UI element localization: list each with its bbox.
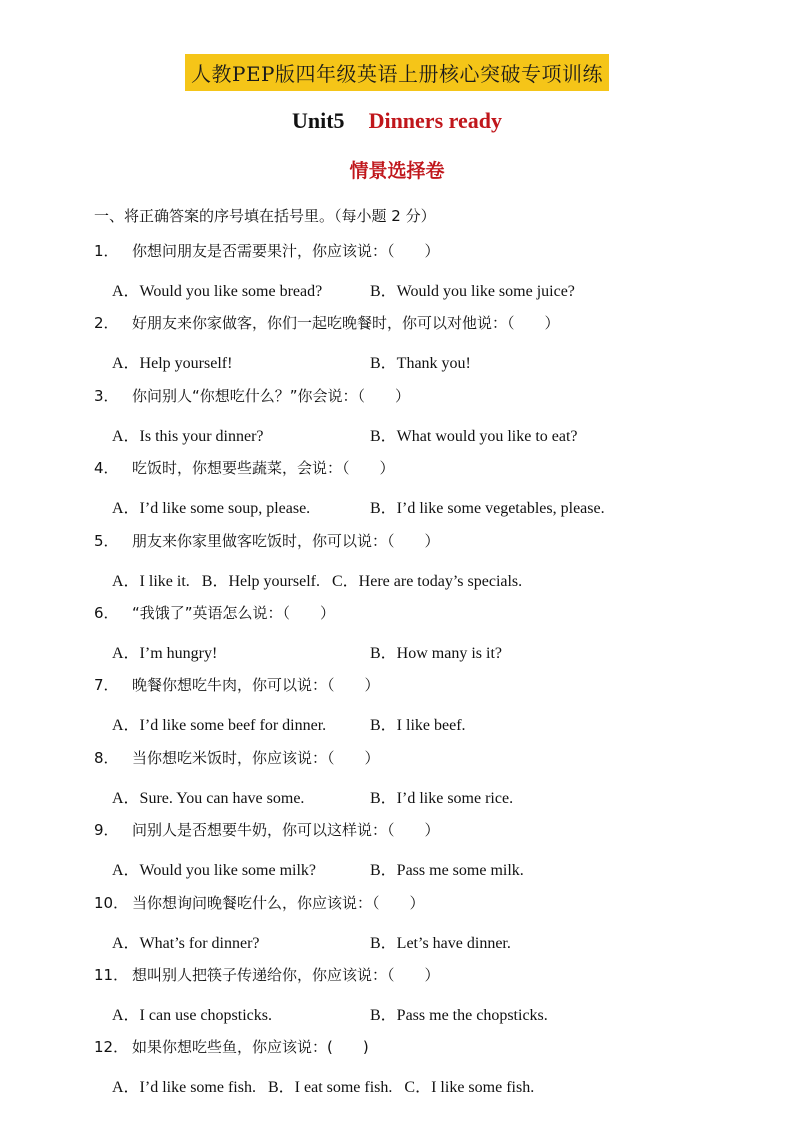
- series-banner: 人教PEP版四年级英语上册核心突破专项训练: [185, 54, 609, 91]
- question-text: 你想问朋友是否需要果汁，你应该说：（ ）: [132, 242, 440, 260]
- question-number: 10．: [94, 893, 129, 912]
- question-prompt: [94, 747, 380, 768]
- question-item: [0, 670, 794, 742]
- question-prompt: [94, 964, 440, 985]
- answer-option: B．Would you like some juice?: [370, 283, 575, 300]
- answer-option: B．I eat some fish.: [267, 1079, 393, 1097]
- answer-option: B．How many is it?: [370, 644, 502, 662]
- question-number: 1．: [94, 242, 119, 260]
- answer-options: [112, 640, 502, 663]
- answer-option: B．I’d like some rice.: [370, 789, 514, 807]
- answer-option: A．I’m hungry!: [112, 644, 218, 662]
- question-number: 4．: [94, 459, 119, 478]
- question-item: [0, 888, 794, 960]
- answer-options: [112, 785, 513, 808]
- question-prompt: [94, 457, 395, 478]
- answer-options: [112, 350, 471, 373]
- question-list: [0, 236, 794, 1105]
- question-item: [0, 743, 794, 815]
- question-text: 问别人是否想要牛奶，你可以这样说：（ ）: [132, 821, 440, 840]
- question-number: 6．: [94, 603, 119, 622]
- question-text: 如果你想吃些鱼，你应该说：( ): [132, 1038, 369, 1057]
- answer-option: C．I like some fish.: [404, 1079, 535, 1097]
- answer-options: [112, 495, 605, 518]
- answer-options: [112, 1074, 534, 1097]
- question-text: 吃饭时，你想要些蔬菜，会说：（ ）: [132, 459, 395, 478]
- question-number: 12．: [94, 1038, 129, 1057]
- question-number: 5．: [94, 531, 119, 550]
- question-item: [0, 526, 794, 598]
- question-number: 3．: [94, 386, 119, 405]
- unit-heading: [0, 108, 794, 134]
- banner-wrap: [0, 54, 794, 91]
- answer-option: A．What’s for dinner?: [112, 934, 260, 952]
- question-number: 7．: [94, 676, 119, 695]
- question-text: 当你想询问晚餐吃什么，你应该说：（ ）: [132, 893, 425, 912]
- question-item: [0, 815, 794, 887]
- question-prompt: [94, 312, 560, 333]
- question-text: 朋友来你家里做客吃饭时，你可以说：（ ）: [132, 531, 440, 550]
- answer-options: [112, 278, 575, 301]
- answer-option: B．What would you like to eat?: [370, 427, 578, 445]
- answer-option: B．Pass me the chopsticks.: [370, 1006, 548, 1024]
- answer-option: B．I like beef.: [370, 717, 466, 735]
- answer-option: A．I like it.: [112, 572, 190, 590]
- question-text: 晚餐你想吃牛肉，你可以说：（ ）: [132, 676, 380, 695]
- question-number: 2．: [94, 314, 119, 333]
- question-number: 9．: [94, 821, 119, 840]
- answer-option: A．Help yourself!: [112, 355, 233, 373]
- question-item: [0, 1032, 794, 1104]
- answer-option: A．I’d like some beef for dinner.: [112, 717, 327, 735]
- answer-options: [112, 568, 522, 591]
- question-prompt: [94, 602, 335, 623]
- question-text: “我饿了”英语怎么说：（ ）: [132, 603, 336, 622]
- question-item: [0, 236, 794, 308]
- section-instruction: 一、将正确答案的序号填在括号里。（每小题 2 分）: [94, 207, 436, 225]
- unit-title: Dinners ready: [368, 108, 502, 133]
- question-prompt: [94, 530, 440, 551]
- question-prompt: [94, 240, 440, 261]
- answer-options: [112, 930, 511, 953]
- question-prompt: [94, 385, 410, 406]
- answer-option: A．Sure. You can have some.: [112, 789, 305, 807]
- question-item: [0, 308, 794, 380]
- question-number: 11．: [94, 965, 129, 984]
- question-prompt: [94, 1036, 369, 1057]
- question-number: 8．: [94, 748, 119, 767]
- unit-label: Unit5: [292, 108, 345, 133]
- question-text: 你问别人“你想吃什么？”你会说：（ ）: [132, 386, 411, 405]
- answer-option: A．Would you like some bread?: [112, 283, 323, 300]
- answer-option: A．Is this your dinner?: [112, 427, 264, 445]
- question-text: 想叫别人把筷子传递给你，你应该说：（ ）: [132, 965, 440, 984]
- question-prompt: [94, 819, 440, 840]
- question-prompt: [94, 892, 425, 913]
- answer-option: A．I’d like some fish.: [112, 1079, 256, 1097]
- answer-option: C．Here are today’s specials.: [332, 572, 523, 590]
- question-item: [0, 381, 794, 453]
- question-item: [0, 960, 794, 1032]
- answer-option: B．Thank you!: [370, 355, 471, 373]
- question-item: [0, 598, 794, 670]
- question-text: 好朋友来你家做客，你们一起吃晚餐时，你可以对他说：（ ）: [132, 314, 560, 333]
- answer-option: A．I can use chopsticks.: [112, 1006, 272, 1024]
- answer-option: B．I’d like some vegetables, please.: [370, 500, 605, 518]
- question-item: [0, 453, 794, 525]
- answer-option: B．Let’s have dinner.: [370, 934, 511, 952]
- question-text: 当你想吃米饭时，你应该说：（ ）: [132, 748, 380, 767]
- answer-option: A．Would you like some milk?: [112, 862, 317, 880]
- answer-options: [112, 712, 466, 735]
- answer-option: A．I’d like some soup, please.: [112, 500, 311, 518]
- answer-options: [112, 857, 524, 880]
- answer-option: B．Pass me some milk.: [370, 862, 524, 880]
- worksheet-subtitle: 情景选择卷: [349, 160, 445, 182]
- answer-options: [112, 1002, 548, 1025]
- answer-option: B．Help yourself.: [201, 572, 320, 590]
- answer-options: [112, 423, 578, 446]
- question-prompt: [94, 674, 380, 695]
